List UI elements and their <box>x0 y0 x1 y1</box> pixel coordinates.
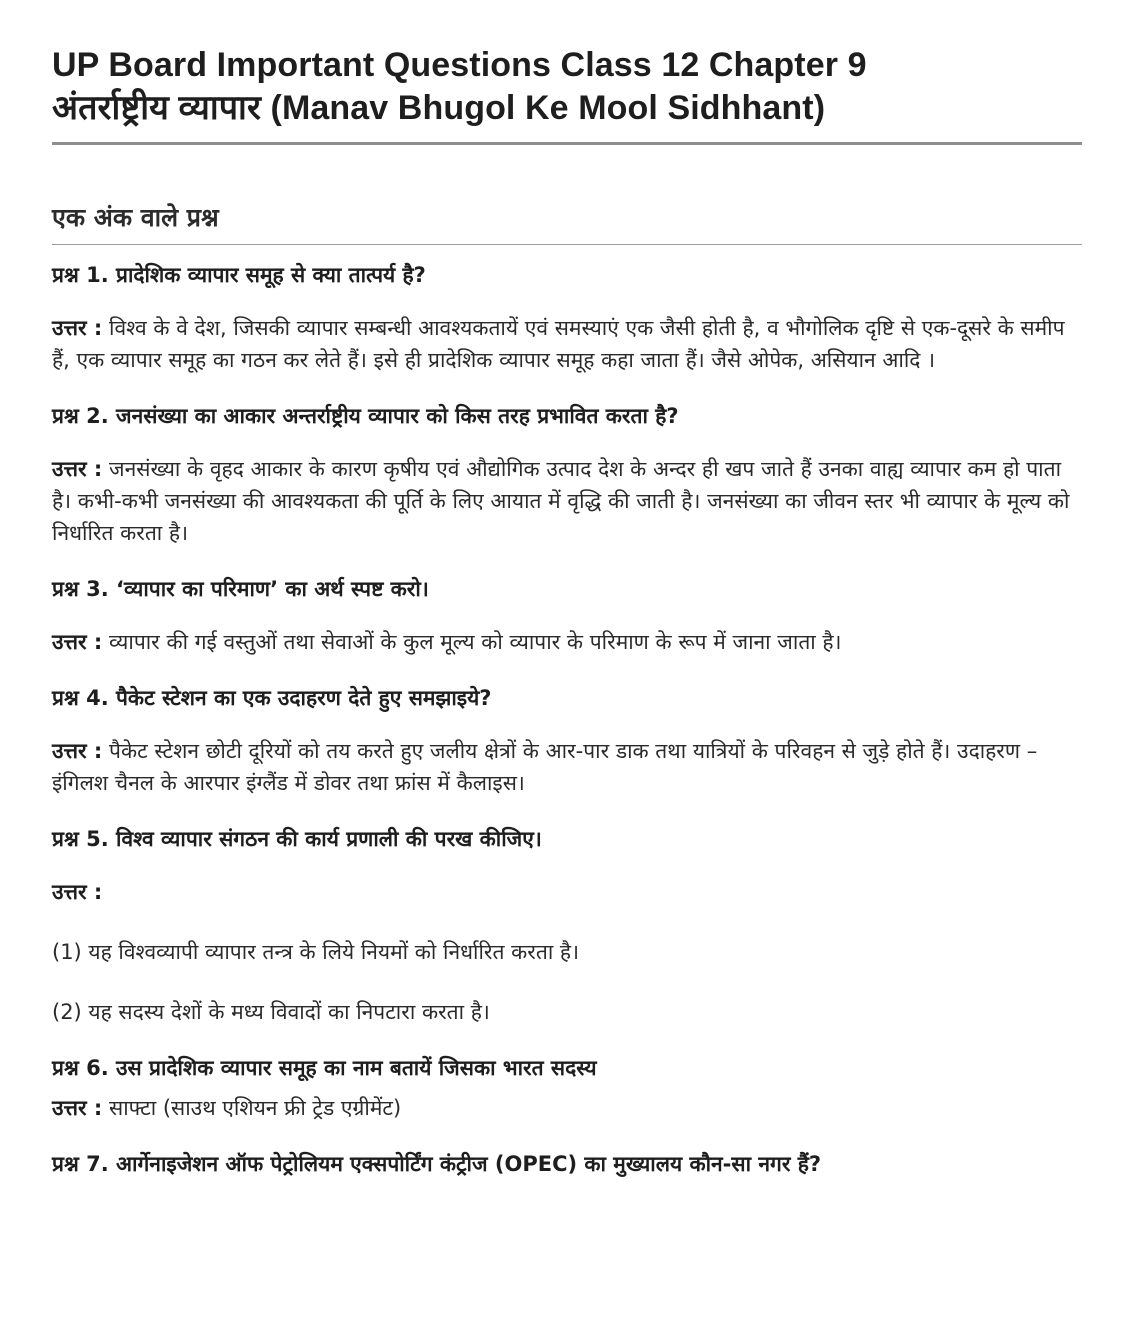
answer-5-point-2: (2) यह सदस्य देशों के मध्य विवादों का निपटारा करता है। <box>52 1000 490 1024</box>
answer-3 <box>52 626 1082 658</box>
title-divider <box>52 142 1082 145</box>
answer-text: जनसंख्या के वृहद आकार के कारण कृषीय एवं औद्योगिक उत्पाद देश के अन्दर ही खप जाते हैं उनका वाह्य व्यापार कम हो पाता है। कभी-कभी जनसंख्या की आवश्यकता की पूर्ति के लिए आयात में वृद्धि की जाती है। जनसंख्या का जीवन स्तर भी व्यापार के मूल्य को निर्धारित करता है। <box>52 457 1070 545</box>
question-5: प्रश्न 5. विश्व व्यापार संगठन की कार्य प्रणाली की परख कीजिए। <box>52 827 542 851</box>
answer-label: उत्तर : <box>52 630 103 654</box>
title-line-1: UP Board Important Questions Class 12 Chapter 9 <box>52 46 867 84</box>
document-page <box>52 44 1082 1180</box>
qa-item-1 <box>52 259 1082 376</box>
qa-item-5 <box>52 823 1082 1028</box>
qa-item-4 <box>52 682 1082 799</box>
answer-text: विश्व के वे देश, जिसकी व्यापार सम्बन्धी आवश्यकतायें एवं समस्याएं एक जैसी होती है, व भौगोलिक दृष्टि से एक-दूसरे के समीप हैं, एक व्यापार समूह का गठन कर लेते हैं। इसे ही प्रादेशिक व्यापार समूह कहा जाता हैं। जैसे ओपेक, असियान आदि । <box>52 316 1065 372</box>
answer-text: व्यापार की गई वस्तुओं तथा सेवाओं के कुल मूल्य को व्यापार के परिमाण के रूप में जाना जाता है। <box>109 630 842 654</box>
question-7: प्रश्न 7. आर्गेनाइजेशन ऑफ पेट्रोलियम एक्सपोर्टिंग कंट्रीज (OPEC) का मुख्यालय कौन-सा नगर हैं? <box>52 1152 822 1176</box>
title-line-2: अंतर्राष्ट्रीय व्यापार (Manav Bhugol Ke Mool Sidhhant) <box>52 89 826 127</box>
answer-6 <box>52 1092 1082 1124</box>
qa-item-3 <box>52 573 1082 658</box>
answer-label: उत्तर : <box>52 457 103 481</box>
answer-label: उत्तर : <box>52 1096 103 1120</box>
answer-label: उत्तर : <box>52 880 103 904</box>
answer-5 <box>52 876 1082 908</box>
document-title <box>52 44 1082 130</box>
answer-label: उत्तर : <box>52 739 103 763</box>
qa-item-2 <box>52 400 1082 549</box>
section-heading: एक अंक वाले प्रश्न <box>52 203 219 232</box>
answer-4 <box>52 735 1082 799</box>
answer-2 <box>52 453 1082 549</box>
question-6: प्रश्न 6. उस प्रादेशिक व्यापार समूह का नाम बतायें जिसका भारत सदस्य <box>52 1056 597 1080</box>
qa-item-6 <box>52 1052 1082 1124</box>
question-1: प्रश्न 1. प्रादेशिक व्यापार समूह से क्या तात्पर्य है? <box>52 263 426 287</box>
answer-text: पैकेट स्टेशन छोटी दूरियों को तय करते हुए जलीय क्षेत्रों के आर-पार डाक तथा यात्रियों के परिवहन से जुड़े होते हैं। उदाहरण –इंगिलश चैनल के आरपार इंग्लैंड में डोवर तथा फ्रांस में कैलाइस। <box>52 739 1038 795</box>
question-4: प्रश्न 4. पैकेट स्टेशन का एक उदाहरण देते हुए समझाइये? <box>52 686 492 710</box>
answer-label: उत्तर : <box>52 316 103 340</box>
answer-text: साफ्टा (साउथ एशियन फ्री ट्रेड एग्रीमेंट) <box>109 1096 402 1120</box>
answer-1 <box>52 312 1082 376</box>
question-3: प्रश्न 3. ‘व्यापार का परिमाण’ का अर्थ स्पष्ट करो। <box>52 577 429 601</box>
question-2: प्रश्न 2. जनसंख्या का आकार अन्तर्राष्ट्रीय व्यापार को किस तरह प्रभावित करता है? <box>52 404 679 428</box>
qa-item-7 <box>52 1148 1082 1180</box>
answer-5-point-1: (1) यह विश्वव्यापी व्यापार तन्त्र के लिये नियमों को निर्धारित करता है। <box>52 940 580 964</box>
section-divider <box>52 244 1082 245</box>
